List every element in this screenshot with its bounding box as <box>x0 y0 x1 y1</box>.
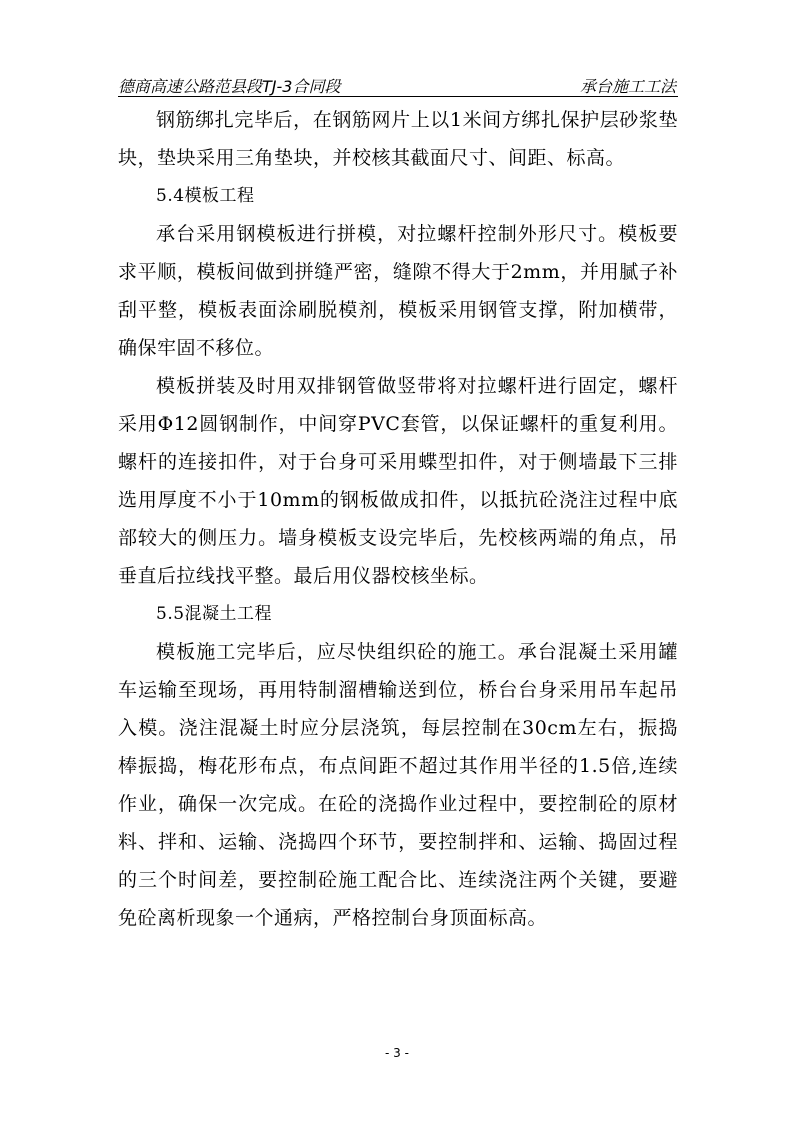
section-heading-formwork: 5.4模板工程 <box>156 186 255 206</box>
header-section-title: 承台施工工法 <box>579 77 676 96</box>
paragraph-rebar-spacers: 钢筋绑扎完毕后，在钢筋网片上以1米间方绑扎保护层砂浆垫块，垫块采用三角垫块，并校核其截面尺寸、间距、标高。 <box>118 109 678 169</box>
page-number: - 3 - <box>385 1046 409 1060</box>
paragraph-formwork-requirements: 承台采用钢模板进行拼模，对拉螺杆控制外形尺寸。模板要求平顺，模板间做到拼缝严密，缝隙不得大于2mm，并用腻子补刮平整，模板表面涂刷脱模剂，模板采用钢管支撑，附加横带，确保牢固不移位。 <box>118 223 678 359</box>
paragraph-concrete-pouring: 模板施工完毕后，应尽快组织砼的施工。承台混凝土采用罐车运输至现场，再用特制溜槽输送到位，桥台台身采用吊车起吊入模。浇注混凝土时应分层浇筑，每层控制在30cm左右，振捣棒振捣，梅花形布点，布点间距不超过其作用半径的1.5倍,连续作业，确保一次完成。在砼的浇捣作业过程中，要控制砼的原材料、拌和、运输、浇捣四个环节，要控制拌和、运输、捣固过程的三个时间差，要控制砼施工配合比、连续浇注两个关键，要避免砼离析现象一个通病，严格控制台身顶面标高。 <box>118 641 678 929</box>
page-header <box>118 70 678 97</box>
section-heading-concrete: 5.5混凝土工程 <box>156 604 273 624</box>
paragraph-formwork-assembly: 模板拼装及时用双排钢管做竖带将对拉螺杆进行固定，螺杆采用Φ12圆钢制作，中间穿PVC套管，以保证螺杆的重复利用。螺杆的连接扣件，对于台身可采用蝶型扣件，对于侧墙最下三排选用厚度不小于10mm的钢板做成扣件，以抵抗砼浇注过程中底部较大的侧压力。墙身模板支设完毕后，先校核两端的角点，吊垂直后拉线找平整。最后用仪器校核坐标。 <box>118 375 678 587</box>
document-body <box>118 101 678 937</box>
header-project-title: 德商高速公路范县段TJ-3合同段 <box>118 77 341 96</box>
